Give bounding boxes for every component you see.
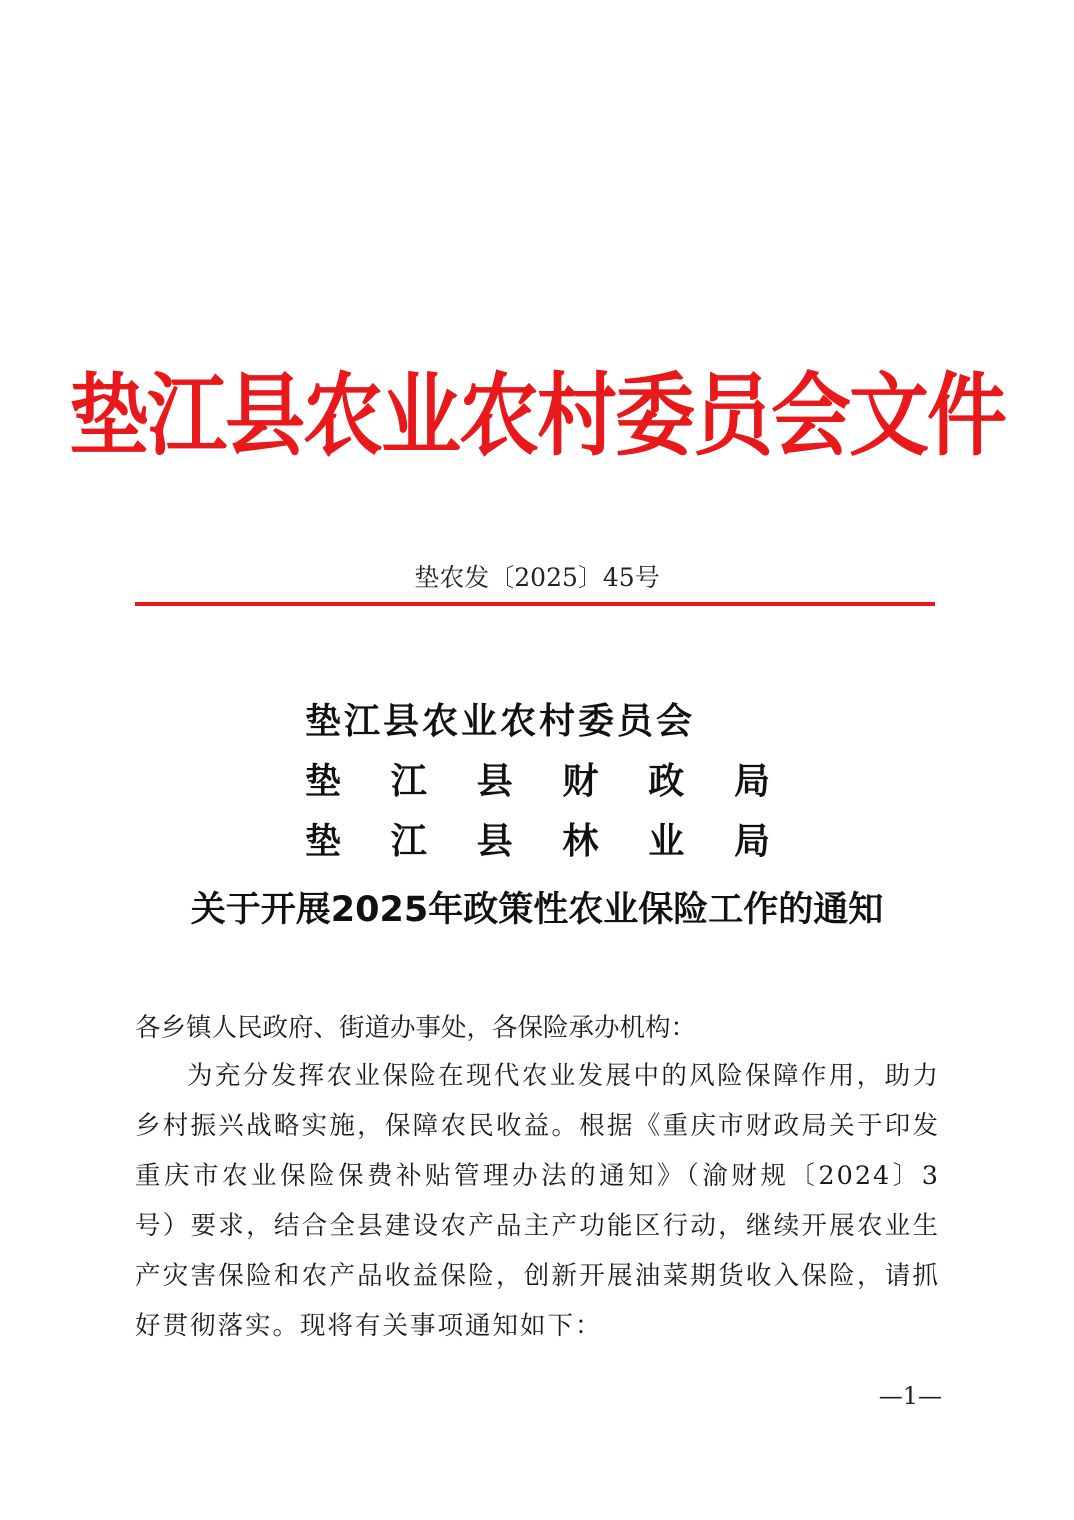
issuer-finance-bureau: 垫江县财政局 — [305, 761, 770, 802]
body-paragraph: 为充分发挥农业保险在现代农业发展中的风险保障作用，助力乡村振兴战略实施，保障农民收益。根据《重庆市财政局关于印发重庆市农业保险保费补贴管理办法的通知》（渝财规〔2024〕3号）要求，结合全县建设农产品主产功能区行动，继续开展农业生产灾害保险和农产品收益保险，创新开展油菜期货收入保险，请抓好贯彻落实。现将有关事项通知如下： — [135, 1061, 940, 1341]
document-number: 垫农发〔2025〕45号 — [414, 563, 660, 592]
salutation: 各乡镇人民政府、街道办事处，各保险承办机构： — [135, 1013, 697, 1043]
page-number: —1— — [878, 1382, 942, 1410]
issuing-authorities — [305, 692, 770, 872]
issuer-agriculture-committee: 垫江县农业农村委员会 — [305, 701, 696, 742]
document-title: 关于开展2025年政策性农业保险工作的通知 — [190, 890, 884, 930]
masthead-title: 垫江县农业农村委员会文件 — [69, 362, 1005, 468]
document-body — [135, 1005, 940, 1351]
red-divider-line — [135, 602, 935, 606]
issuer-forestry-bureau: 垫江县林业局 — [305, 821, 770, 862]
